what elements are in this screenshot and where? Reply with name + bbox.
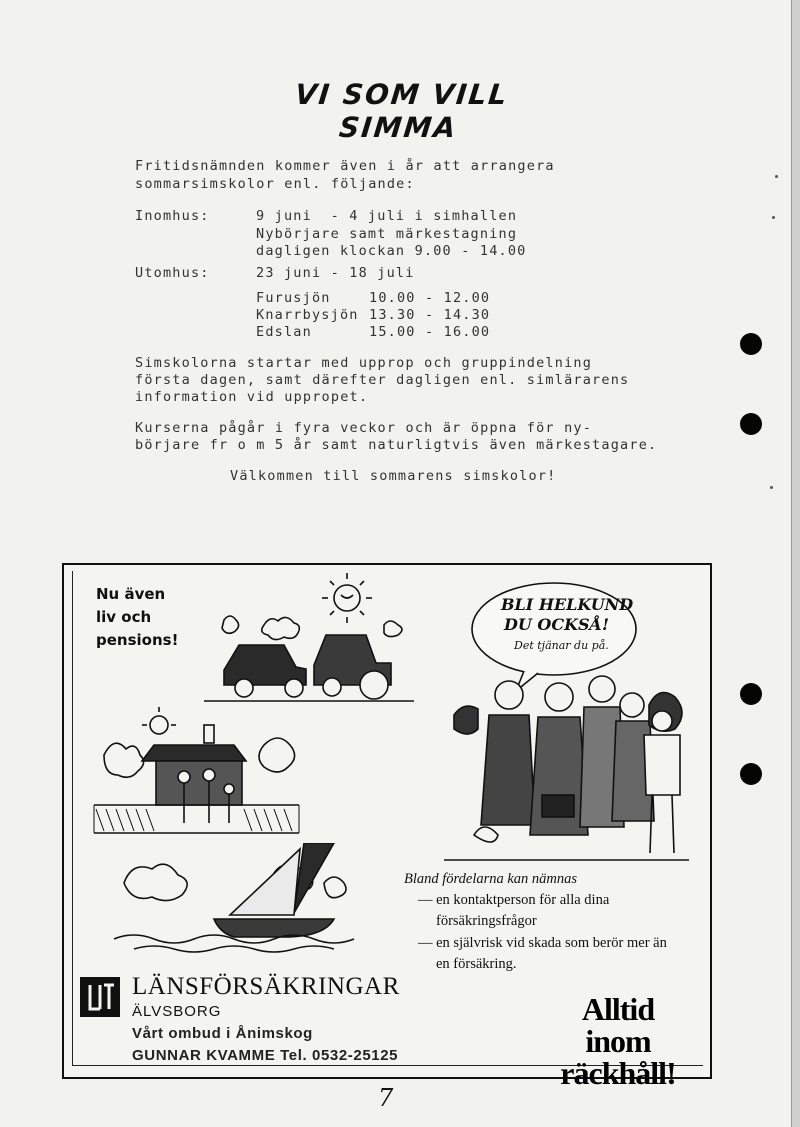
- agent-line: Vårt ombud i Ånimskog: [132, 1025, 313, 1042]
- outdoor-label: Utomhus:: [135, 265, 210, 281]
- ad-tagline-line: Nu även: [96, 585, 166, 603]
- page-heading: VI SOM VILL SIMMA: [293, 78, 511, 144]
- location-place: Edslan: [256, 324, 312, 340]
- intro-line-1: Fritidsnämnden kommer även i år att arrangera: [135, 158, 555, 174]
- paragraph-1-line-2: första dagen, samt därefter dagligen enl. simlärarens: [135, 372, 630, 388]
- bubble-line-2: DU OCKSÅ!: [504, 615, 609, 634]
- paragraph-1-line-3: information vid uppropet.: [135, 389, 369, 405]
- intro-line-2: sommarsimskolor enl. följande:: [135, 176, 415, 192]
- binder-hole: [740, 333, 762, 355]
- speck: [772, 216, 775, 219]
- welcome-line: Välkommen till sommarens simskolor!: [230, 468, 557, 484]
- slogan-line: inom: [585, 1023, 651, 1059]
- slogan-line: räckhåll!: [560, 1055, 676, 1091]
- location-time: 10.00 - 12.00: [369, 290, 491, 306]
- bubble-line-1: BLI HELKUND: [501, 595, 634, 614]
- ad-tagline: [96, 583, 178, 652]
- indoor-dates: 9 juni - 4 juli i simhallen: [256, 208, 518, 224]
- location-place: Knarrbysjön: [256, 307, 359, 323]
- sailboat-illustration: [104, 843, 404, 958]
- insurance-advertisement: [62, 563, 712, 1091]
- binder-hole: [740, 413, 762, 435]
- benefit-item-cont: försäkringsfrågor: [436, 913, 537, 929]
- paragraph-2-line-1: Kurserna pågår i fyra veckor och är öppna för ny-: [135, 420, 593, 436]
- slogan-line: Alltid: [581, 991, 655, 1027]
- ad-tagline-line: liv och: [96, 608, 152, 626]
- cars-illustration: [204, 565, 424, 710]
- page-edge: [791, 0, 800, 1127]
- benefit-item: — en kontaktperson för alla dina: [418, 892, 610, 908]
- paragraph-2-line-2: börjare fr o m 5 år samt naturligtvis även märkestagare.: [135, 437, 658, 453]
- location-time: 15.00 - 16.00: [369, 324, 491, 340]
- binder-hole: [740, 683, 762, 705]
- speck: [770, 486, 773, 489]
- people-illustration: [444, 675, 694, 870]
- indoor-detail-2: dagligen klockan 9.00 - 14.00: [256, 243, 527, 259]
- location-place: Furusjön: [256, 290, 331, 306]
- benefits-title: Bland fördelarna kan nämnas: [404, 871, 578, 887]
- brand-region: ÄLVSBORG: [132, 1003, 222, 1020]
- house-illustration: [84, 705, 314, 840]
- indoor-detail-1: Nybörjare samt märkestagning: [256, 226, 518, 242]
- ad-tagline-line: pensions!: [96, 631, 179, 649]
- location-time: 13.30 - 14.30: [369, 307, 491, 323]
- indoor-label: Inomhus:: [135, 208, 210, 224]
- bubble-line-3: Det tjänar du på.: [514, 639, 609, 652]
- brand-name: LÄNSFÖRSÄKRINGAR: [132, 973, 400, 1000]
- outdoor-dates: 23 juni - 18 juli: [256, 265, 415, 281]
- agent-contact: GUNNAR KVAMME Tel. 0532-25125: [132, 1047, 399, 1064]
- lansforsakringar-logo: [80, 977, 120, 1017]
- ad-slogan: [548, 993, 688, 1089]
- paragraph-1-line-1: Simskolorna startar med upprop och gruppindelning: [135, 355, 593, 371]
- binder-hole: [740, 763, 762, 785]
- benefit-item: — en självrisk vid skada som berör mer än: [418, 935, 667, 951]
- speck: [775, 175, 778, 178]
- page-number: 7: [378, 1084, 394, 1112]
- benefit-item-cont: en försäkring.: [436, 956, 517, 972]
